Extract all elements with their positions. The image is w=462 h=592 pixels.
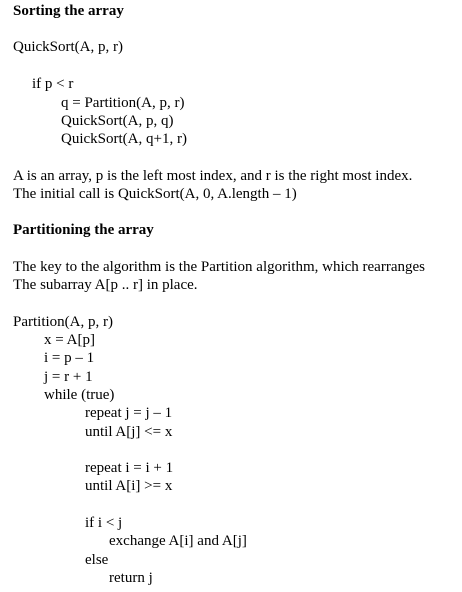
code-line: if p < r — [32, 76, 74, 92]
description-line: The initial call is QuickSort(A, 0, A.length – 1) — [13, 186, 297, 202]
code-line: while (true) — [44, 387, 115, 403]
description-line: The key to the algorithm is the Partition algorithm, which rearranges — [13, 259, 425, 275]
code-line: QuickSort(A, p, q) — [61, 113, 174, 129]
code-line: QuickSort(A, q+1, r) — [61, 131, 187, 147]
partitioning-heading: Partitioning the array — [13, 222, 154, 238]
code-line: j = r + 1 — [44, 369, 93, 385]
description-line: The subarray A[p .. r] in place. — [13, 277, 198, 293]
code-line: repeat i = i + 1 — [85, 460, 174, 476]
code-line: until A[j] <= x — [85, 424, 173, 440]
code-line: exchange A[i] and A[j] — [109, 533, 247, 549]
partition-signature: Partition(A, p, r) — [13, 314, 113, 330]
code-line: if i < j — [85, 515, 123, 531]
code-line: return j — [109, 570, 153, 586]
code-line: i = p – 1 — [44, 350, 95, 366]
description-line: A is an array, p is the left most index, and r is the right most index. — [13, 168, 413, 184]
code-line: repeat j = j – 1 — [85, 405, 173, 421]
code-line: until A[i] >= x — [85, 478, 173, 494]
code-line: else — [85, 552, 109, 568]
code-line: q = Partition(A, p, r) — [61, 95, 185, 111]
code-line: x = A[p] — [44, 332, 95, 348]
sorting-heading: Sorting the array — [13, 3, 124, 19]
quicksort-signature: QuickSort(A, p, r) — [13, 39, 123, 55]
